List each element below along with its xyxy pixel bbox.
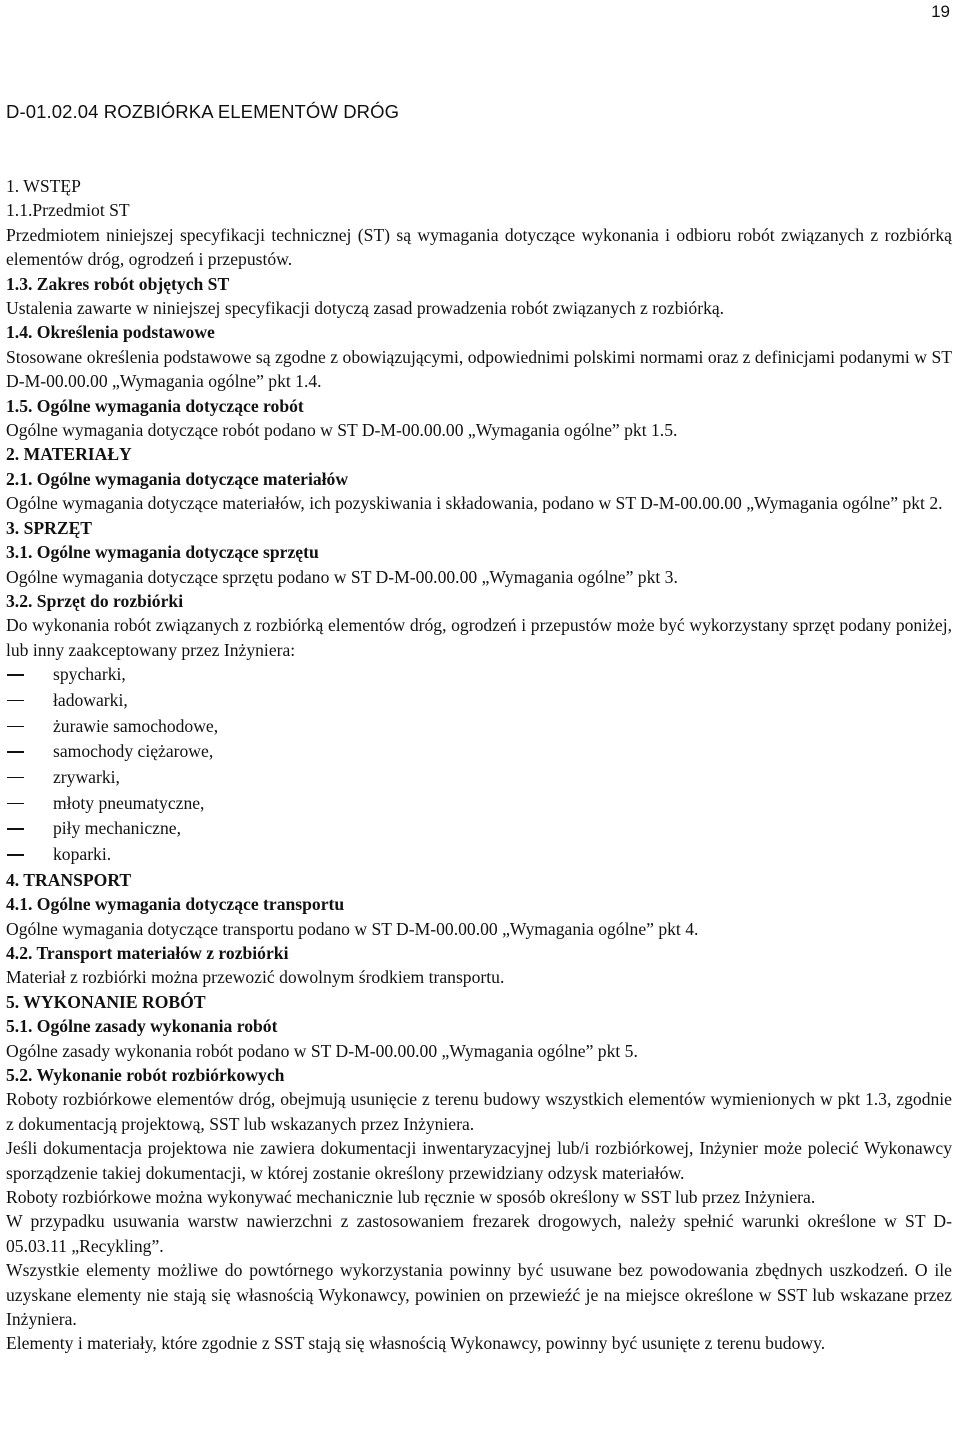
section-title: Sprzęt do rozbiórki — [36, 590, 184, 611]
list-item: koparki. — [6, 842, 952, 868]
list-item: młoty pneumatyczne, — [6, 791, 952, 817]
section-heading-1-5 — [6, 394, 952, 418]
dash-bullet-icon — [7, 803, 24, 805]
section-title: Zakres robót objętych ST — [36, 273, 230, 294]
section-text-1-1: Przedmiotem niniejszej specyfikacji technicznej (ST) są wymagania dotyczące wykonania i odbioru robót związanych z rozbiórką elementów dróg, ogrodzeń i przepustów. — [6, 224, 952, 270]
section-title: Ogólne wymagania dotyczące robót — [36, 395, 304, 416]
paragraph: Jeśli dokumentacja projektowa nie zawiera dokumentacji inwentaryzacyjnej lub/i rozbiórkowej, Inżynier może polecić Wykonawcy sporządzenie takiej dokumentacji, w której zostanie określony przewidziany odzysk materiałów. — [6, 1138, 952, 1183]
section-title: Ogólne wymagania dotyczące transportu — [36, 894, 345, 915]
section-title: Określenia podstawowe — [36, 322, 215, 343]
section-number: 2.1. — [6, 468, 33, 489]
paragraph: Elementy i materiały, które zgodnie z SST stają się własnością Wykonawcy, powinny być usunięte z terenu budowy. — [6, 1333, 826, 1354]
dash-bullet-icon — [7, 828, 24, 830]
section-heading-3: 3. SPRZĘT — [6, 517, 93, 538]
dash-bullet-icon — [7, 700, 24, 702]
section-heading-1-3 — [6, 272, 952, 296]
section-title: Ogólne wymagania dotyczące sprzętu — [36, 542, 319, 563]
section-number: 5.1. — [6, 1016, 33, 1037]
list-item: żurawie samochodowe, — [6, 714, 952, 740]
section-heading-5: 5. WYKONANIE ROBÓT — [6, 991, 206, 1012]
paragraph: Roboty rozbiórkowe można wykonywać mechanicznie lub ręcznie w sposób określony w SST lub przez Inżyniera. — [6, 1187, 816, 1208]
section-text-1-3: Ustalenia zawarte w niniejszej specyfikacji dotyczą zasad prowadzenia robót związanych z rozbiórką. — [6, 298, 725, 319]
section-title: Ogólne wymagania dotyczące materiałów — [36, 468, 349, 489]
section-number: 1.4. — [6, 322, 33, 343]
section-number: 1.5. — [6, 395, 33, 416]
section-title: Wykonanie robót rozbiórkowych — [36, 1065, 285, 1085]
section-heading-1-4 — [6, 320, 952, 344]
list-item: piły mechaniczne, — [6, 816, 952, 842]
section-heading-3-1 — [6, 540, 952, 564]
dash-bullet-icon — [7, 674, 24, 676]
section-number: 4.2. — [6, 942, 33, 963]
section-title: Transport materiałów z rozbiórki — [36, 942, 289, 963]
section-text-4-1: Ogólne wymagania dotyczące transportu podano w ST D-M-00.00.00 „Wymagania ogólne” pkt 4. — [6, 918, 699, 939]
section-heading-3-2 — [6, 589, 952, 613]
section-text-1-4: Stosowane określenia podstawowe są zgodne z obowiązującymi, odpowiednimi polskimi normami oraz z definicjami podanymi w ST D-M-00.00.00 „Wymagania ogólne” pkt 1.4. — [6, 346, 952, 392]
document-title: D-01.02.04 ROZBIÓRKA ELEMENTÓW DRÓG — [6, 101, 400, 122]
dash-bullet-icon — [7, 751, 24, 753]
section-number: 1.3. — [6, 273, 33, 294]
section-heading-1: 1. WSTĘP — [6, 176, 81, 196]
page-number: 19 — [931, 2, 950, 21]
section-heading-4-2 — [6, 941, 952, 965]
section-text-1-5: Ogólne wymagania dotyczące robót podano w ST D-M-00.00.00 „Wymagania ogólne” pkt 1.5. — [6, 420, 678, 441]
paragraph: W przypadku usuwania warstw nawierzchni z zastosowaniem frezarek drogowych, należy spełnić warunki określone w ST D-05.03.11 „Recykling”. — [6, 1211, 952, 1256]
section-heading-2-1 — [6, 467, 952, 491]
section-number: 3.1. — [6, 542, 33, 563]
list-item: samochody ciężarowe, — [6, 739, 952, 765]
section-text-2-1: Ogólne wymagania dotyczące materiałów, ich pozyskiwania i składowania, podano w ST D-M-00.00.00 „Wymagania ogólne” pkt 2. — [6, 493, 943, 514]
equipment-list — [6, 662, 952, 868]
section-text-3-2: Do wykonania robót związanych z rozbiórką elementów dróg, ogrodzeń i przepustów może być wykorzystany sprzęt podany poniżej, lub inny zaakceptowany przez Inżyniera: — [6, 615, 952, 660]
section-heading-5-2 — [6, 1063, 952, 1087]
dash-bullet-icon — [7, 726, 24, 728]
section-text-5-1: Ogólne zasady wykonania robót podano w ST D-M-00.00.00 „Wymagania ogólne” pkt 5. — [6, 1040, 638, 1061]
list-item: zrywarki, — [6, 765, 952, 791]
list-item: ładowarki, — [6, 688, 952, 714]
list-item: spycharki, — [6, 662, 952, 688]
dash-bullet-icon — [7, 854, 24, 856]
section-heading-2: 2. MATERIAŁY — [6, 444, 132, 465]
section-number: 4.1. — [6, 894, 33, 915]
section-heading-4: 4. TRANSPORT — [6, 869, 132, 890]
section-text-3-1: Ogólne wymagania dotyczące sprzętu podano w ST D-M-00.00.00 „Wymagania ogólne” pkt 3. — [6, 566, 678, 587]
section-text-4-2: Materiał z rozbiórki można przewozić dowolnym środkiem transportu. — [6, 967, 505, 988]
section-number: 3.2. — [6, 590, 33, 611]
section-heading-5-1 — [6, 1014, 952, 1038]
document-body — [6, 174, 952, 1356]
section-number: 5.2. — [6, 1065, 33, 1085]
section-title: Ogólne zasady wykonania robót — [36, 1016, 278, 1037]
paragraph: Wszystkie elementy możliwe do powtórnego wykorzystania powinny być usuwane bez powodowania zbędnych uszkodzeń. O ile uzyskane elementy nie stają się własnością Wykonawcy, powinien on przewieźć je na miejsce określone w SST lub wskazane przez Inżyniera. — [6, 1260, 952, 1330]
paragraph: Roboty rozbiórkowe elementów dróg, obejmują usunięcie z terenu budowy wszystkich elementów wymienionych w pkt 1.3, zgodnie z dokumentacją projektową, SST lub wskazanych przez Inżyniera. — [6, 1089, 952, 1134]
dash-bullet-icon — [7, 777, 24, 779]
section-heading-1-1: 1.1.Przedmiot ST — [6, 200, 130, 221]
section-heading-4-1 — [6, 892, 952, 916]
